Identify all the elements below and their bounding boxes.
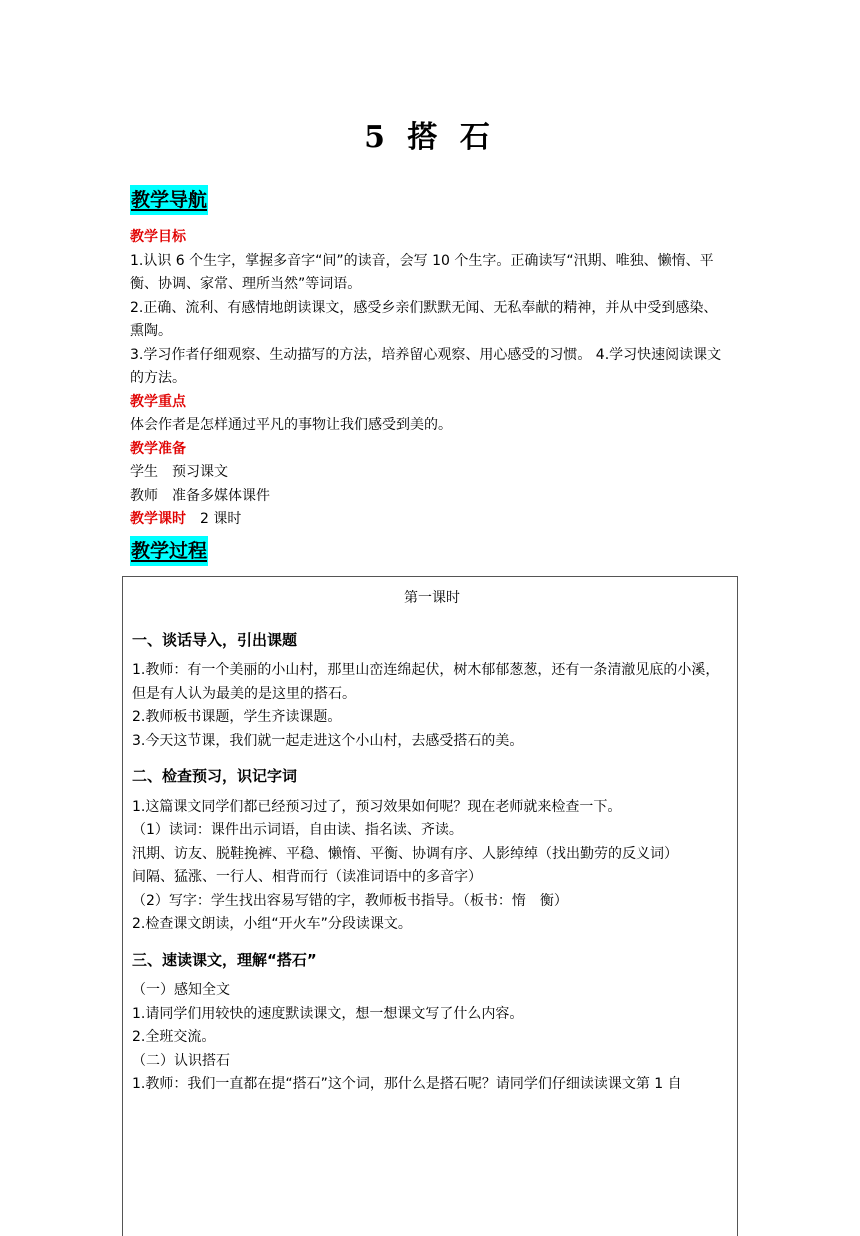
prep-heading: 教学准备 (130, 440, 186, 457)
section-title: 二、检查预习，识记字词 (132, 767, 298, 785)
section-line: 1.教师：有一个美丽的小山村，那里山峦连绵起伏，树木郁郁葱葱，还有一条清澈见底的小溪，但是有人认为最美的是这里的搭石。 (132, 662, 720, 702)
lesson-title: 5 搭 石 (364, 120, 496, 155)
section-title: 三、速读课文，理解“搭石” (132, 950, 317, 969)
goal-item: 2.正确、流利、有感情地朗读课文，感受乡亲们默默无闻、无私奉献的精神，并从中受到感染、熏陶。 (130, 299, 718, 339)
section-line: 汛期、访友、脱鞋挽裤、平稳、懒惰、平衡、协调有序、人影绰绰（找出勤劳的反义词） (132, 845, 678, 862)
section-title: 一、谈话导入，引出课题 (132, 630, 298, 649)
focus-text: 体会作者是怎样通过平凡的事物让我们感受到美的。 (130, 417, 452, 433)
section-line: 2.检查课文朗读，小组“开火车”分段读课文。 (132, 916, 412, 932)
section-line: 2.全班交流。 (132, 1029, 216, 1045)
goals-heading: 教学目标 (130, 229, 186, 245)
lesson-period-title: 第一课时 (404, 590, 460, 606)
section-line: 间隔、猛涨、一行人、相背而行（读准词语中的多音字） (132, 869, 482, 885)
focus-heading: 教学重点 (130, 393, 186, 410)
teaching-navigation-section (130, 226, 730, 532)
process-content (132, 587, 732, 1097)
section-line: （一）感知全文 (132, 982, 230, 998)
section-line: （二）认识搭石 (132, 1052, 230, 1069)
prep-teacher: 教师 准备多媒体课件 (130, 487, 270, 504)
prep-student: 学生 预习课文 (130, 464, 228, 480)
goal-item: 3.学习作者仔细观察、生动描写的方法，培养留心观察、用心感受的习惯。 4.学习快速阅读课文的方法。 (130, 346, 722, 386)
hours-heading: 教学课时 (130, 511, 186, 527)
section-line: （1）读词：课件出示词语，自由读、指名读、齐读。 (132, 822, 463, 838)
process-table (122, 576, 738, 1236)
section-line: 1.教师：我们一直都在提“搭石”这个词，那什么是搭石呢？请同学们仔细读读课文第 1 自 (132, 1076, 682, 1092)
section-line: 1.请同学们用较快的速度默读课文，想一想课文写了什么内容。 (132, 1005, 524, 1022)
section-line: （2）写字：学生找出容易写错的字，教师板书指导。（板书：惰 衡） (132, 892, 568, 909)
goal-item: 1.认识 6 个生字，掌握多音字“间”的读音，会写 10 个生字。正确读写“汛期、唯独、懒惰、平衡、协调、家常、理所当然”等词语。 (130, 252, 714, 292)
section-line: 3.今天这节课，我们就一起走进这个小山村，去感受搭石的美。 (132, 732, 524, 749)
hours-value: 2 课时 (186, 511, 242, 527)
teaching-navigation-heading: 教学导航 (130, 185, 208, 215)
hours-line (130, 508, 730, 532)
section-line: 2.教师板书课题，学生齐读课题。 (132, 709, 342, 725)
section-line: 1.这篇课文同学们都已经预习过了，预习效果如何呢？现在老师就来检查一下。 (132, 798, 622, 815)
teaching-process-heading: 教学过程 (130, 536, 208, 566)
